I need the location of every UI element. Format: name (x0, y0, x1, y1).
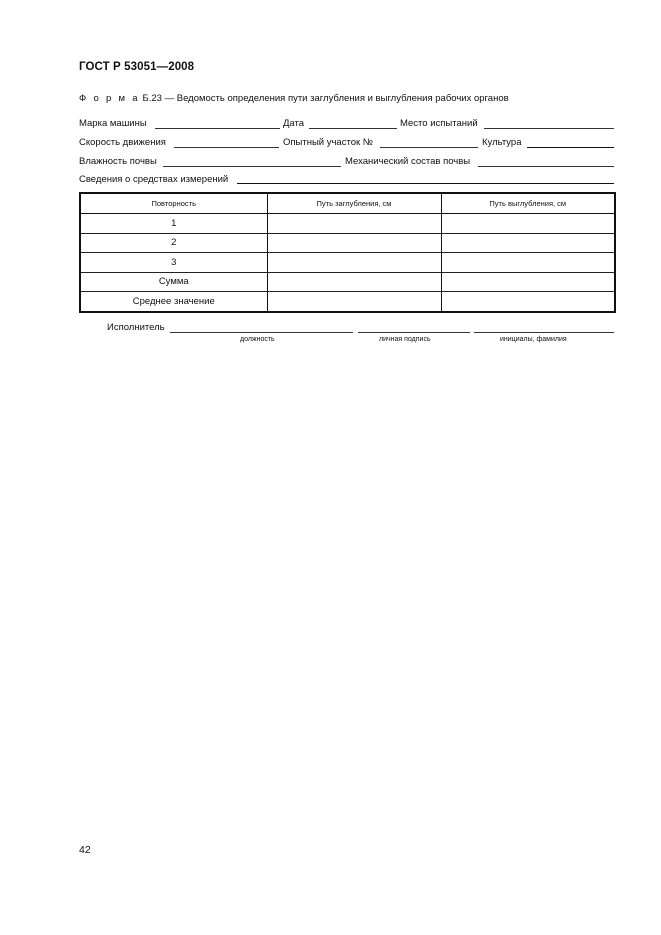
results-table (79, 192, 616, 313)
machine-brand-label: Марка машины (79, 118, 147, 129)
crop-label: Культура (482, 137, 522, 148)
column-header-raising-path: Путь выглубления, см (441, 193, 615, 214)
test-place-field[interactable] (484, 128, 614, 129)
form-prefix: Ф о р м а (79, 93, 140, 104)
table-row (80, 233, 615, 253)
row-label: Сумма (80, 272, 267, 292)
column-header-repetition: Повторность (80, 193, 267, 214)
soil-composition-field[interactable] (478, 166, 614, 167)
position-caption: должность (240, 336, 275, 343)
name-caption: инициалы, фамилия (500, 336, 567, 343)
table-row (80, 253, 615, 273)
table-cell[interactable] (441, 292, 615, 312)
row-label: Среднее значение (80, 292, 267, 312)
signature-caption: личная подпись (379, 336, 431, 343)
form-name: Б.23 — Ведомость определения пути заглубления и выглубления рабочих органов (142, 93, 509, 104)
table-cell[interactable] (267, 292, 441, 312)
table-cell[interactable] (267, 233, 441, 253)
table-cell[interactable] (267, 214, 441, 234)
soil-moisture-label: Влажность почвы (79, 156, 157, 167)
date-label: Дата (283, 118, 305, 129)
signature-field[interactable] (358, 332, 470, 333)
table-row (80, 292, 615, 312)
machine-brand-field[interactable] (155, 128, 280, 129)
column-header-deepening-path: Путь заглубления, см (267, 193, 441, 214)
speed-label: Скорость движения (79, 137, 166, 148)
table-row (80, 214, 615, 234)
test-place-label: Место испытаний (400, 118, 478, 129)
row-label: 2 (80, 233, 267, 253)
plot-number-field[interactable] (380, 147, 478, 148)
measuring-instruments-field[interactable] (237, 183, 614, 184)
form-title (79, 93, 509, 104)
table-cell[interactable] (441, 214, 615, 234)
position-field[interactable] (170, 332, 353, 333)
row-label: 3 (80, 253, 267, 273)
executor-label: Исполнитель (107, 322, 165, 333)
soil-composition-label: Механический состав почвы (345, 156, 471, 167)
measuring-instruments-label: Сведения о средствах измерений (79, 174, 229, 185)
document-code: ГОСТ Р 53051—2008 (79, 61, 195, 73)
table-row (80, 272, 615, 292)
table-cell[interactable] (441, 272, 615, 292)
plot-number-label: Опытный участок № (283, 137, 373, 148)
date-field[interactable] (309, 128, 397, 129)
table-cell[interactable] (267, 253, 441, 273)
table-header-row (80, 193, 615, 214)
soil-moisture-field[interactable] (163, 166, 341, 167)
page-number: 42 (79, 844, 91, 856)
crop-field[interactable] (527, 147, 614, 148)
speed-field[interactable] (174, 147, 279, 148)
table-cell[interactable] (441, 233, 615, 253)
row-label: 1 (80, 214, 267, 234)
table-cell[interactable] (267, 272, 441, 292)
name-field[interactable] (474, 332, 614, 333)
table-cell[interactable] (441, 253, 615, 273)
